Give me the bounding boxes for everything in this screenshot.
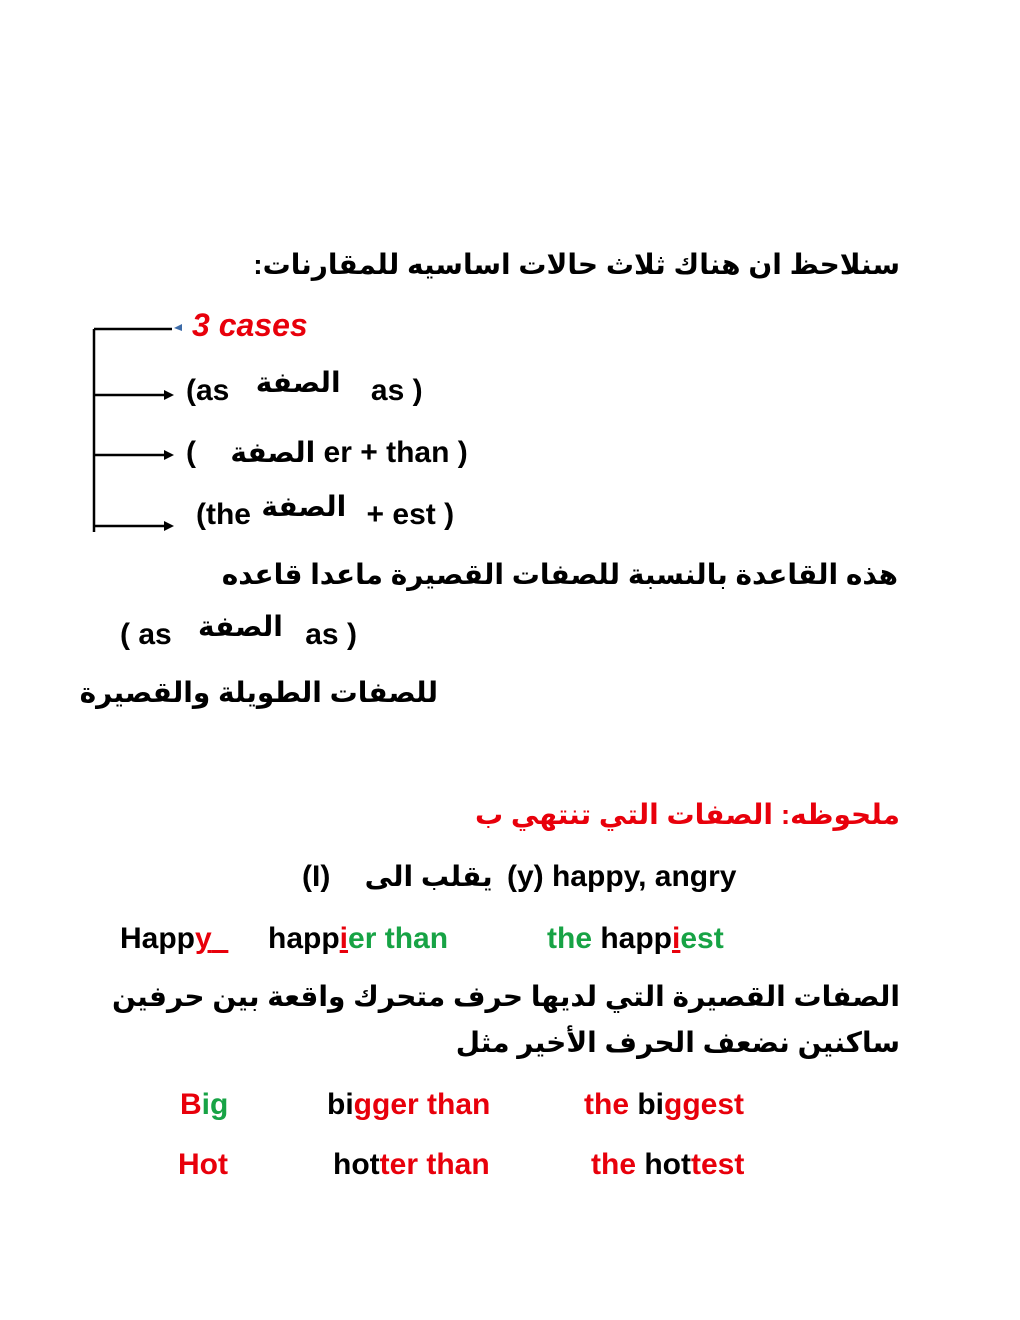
exception-adjective: الصفة — [198, 611, 283, 642]
happy-base — [120, 922, 228, 956]
exception-part-a: ( as — [120, 618, 172, 651]
case3-part-a: (the — [196, 498, 251, 531]
arrow-case2-head — [164, 450, 174, 460]
hot-base-rest: ot — [199, 1148, 228, 1181]
case3-line — [196, 491, 455, 532]
case1-part-a: (as — [186, 374, 230, 407]
exception-line — [120, 611, 357, 652]
big-sup-ending: ggest — [664, 1088, 745, 1121]
intro-line: سنلاحظ ان هناك ثلاث حالات اساسيه للمقارنات: — [253, 249, 900, 280]
happy-comp-stem: happ — [268, 922, 340, 955]
rule-line: هذه القاعدة بالنسبة للصفات القصيرة ماعدا قاعده — [221, 559, 898, 590]
case1-part-b: as ) — [370, 374, 423, 407]
case2-part-b: er + than ) — [323, 436, 468, 469]
small-arrow-icon — [172, 322, 184, 334]
big-comp-stem: bi — [327, 1088, 354, 1121]
big-base — [180, 1088, 228, 1122]
hot-sup-stem: hot — [644, 1148, 691, 1181]
hot-sup-ending: test — [690, 1148, 745, 1181]
happy-comparative — [268, 922, 448, 956]
arrow-case3-head — [164, 521, 174, 531]
case2-adjective: الصفة — [230, 437, 316, 468]
note-label: ملحوظه: الصفات التي تنتهي ب — [475, 799, 900, 830]
hot-base-h: H — [178, 1148, 200, 1181]
note-rule-left: (I) — [302, 860, 331, 893]
big-comparative — [327, 1088, 490, 1122]
hot-sup-the: the — [591, 1148, 645, 1181]
hot-comparative — [333, 1148, 490, 1182]
case2-part-a: ( — [186, 436, 196, 469]
case1-line — [186, 367, 423, 408]
big-base-b: B — [180, 1088, 202, 1121]
cvc-rule-line-2: ساكنين نضعف الحرف الأخير مثل — [455, 1027, 900, 1058]
case2-line — [186, 436, 468, 470]
exception-part-b: as ) — [305, 618, 357, 651]
case1-adjective: الصفة — [255, 367, 341, 398]
happy-sup-i: i — [672, 922, 681, 955]
cases-title: 3 cases — [192, 307, 308, 343]
note-rule-line — [302, 860, 736, 894]
exception-note: للصفات الطويلة والقصيرة — [79, 677, 438, 708]
cases-bracket — [86, 320, 186, 535]
hot-comp-ending: ter than — [379, 1148, 490, 1181]
happy-base-stem: Happ — [120, 922, 195, 955]
note-rule-right: (y) happy, angry — [506, 860, 737, 893]
hot-superlative — [591, 1148, 744, 1182]
arrow-case1-head — [164, 390, 174, 400]
happy-sup-the: the — [547, 922, 592, 955]
cvc-rule-line-1: الصفات القصيرة التي لديها حرف متحرك واقعة بين حرفين — [111, 981, 900, 1012]
happy-comp-i: i — [339, 922, 349, 955]
big-base-rest: ig — [201, 1088, 229, 1121]
note-rule-arabic: يقلب الى — [364, 861, 493, 892]
case3-part-b: + est ) — [366, 498, 455, 531]
big-comp-ending: gger than — [353, 1088, 491, 1121]
happy-comp-ending: er than — [348, 922, 449, 955]
happy-superlative — [547, 922, 724, 956]
big-superlative — [584, 1088, 744, 1122]
happy-base-ending: y — [195, 922, 212, 955]
big-sup-stem: bi — [637, 1088, 665, 1121]
hot-comp-stem: hot — [333, 1148, 380, 1181]
hot-base — [178, 1148, 228, 1182]
happy-sup-stem: happ — [600, 922, 673, 955]
big-sup-the: the — [584, 1088, 638, 1121]
case3-adjective: الصفة — [261, 491, 347, 522]
happy-sup-ending: est — [680, 922, 724, 955]
